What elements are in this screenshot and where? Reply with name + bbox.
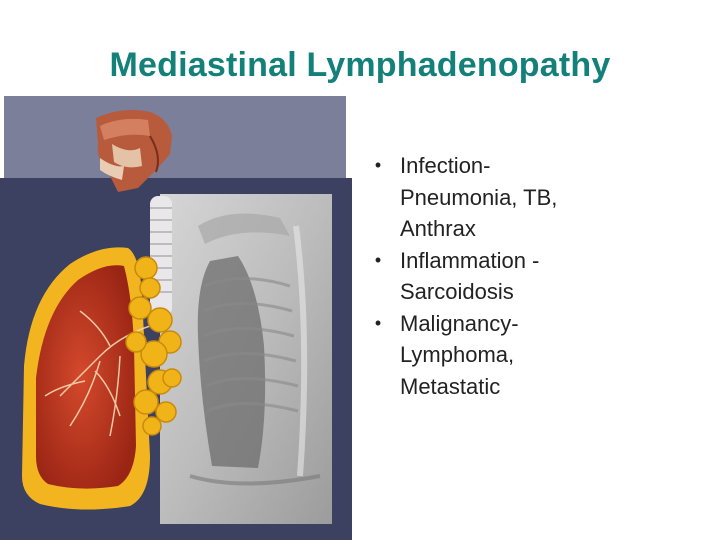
bullet-line: Lymphoma, [400, 342, 515, 367]
chest-xray-image [160, 194, 332, 524]
bullet-glyph: • [374, 249, 382, 270]
bullet-malignancy [368, 308, 708, 403]
bullet-line: Metastatic [400, 373, 501, 399]
bullet-infection [368, 150, 708, 245]
bullet-line: Pneumonia, TB, [400, 184, 558, 210]
bullet-glyph: • [374, 155, 382, 175]
bullet-inflammation [368, 245, 708, 308]
bullet-line: Anthrax [400, 216, 476, 241]
bullet-line: Sarcoidosis [400, 279, 514, 304]
bullet-line: Inflammation - [400, 247, 540, 273]
bullet-line: Infection- [400, 153, 491, 178]
bullet-glyph: • [374, 312, 382, 333]
page-title: Mediastinal Lymphadenopathy [109, 46, 611, 84]
bullet-list [368, 150, 708, 402]
bullet-line: Malignancy- [400, 310, 519, 336]
lung-illustration-figure [0, 96, 352, 540]
